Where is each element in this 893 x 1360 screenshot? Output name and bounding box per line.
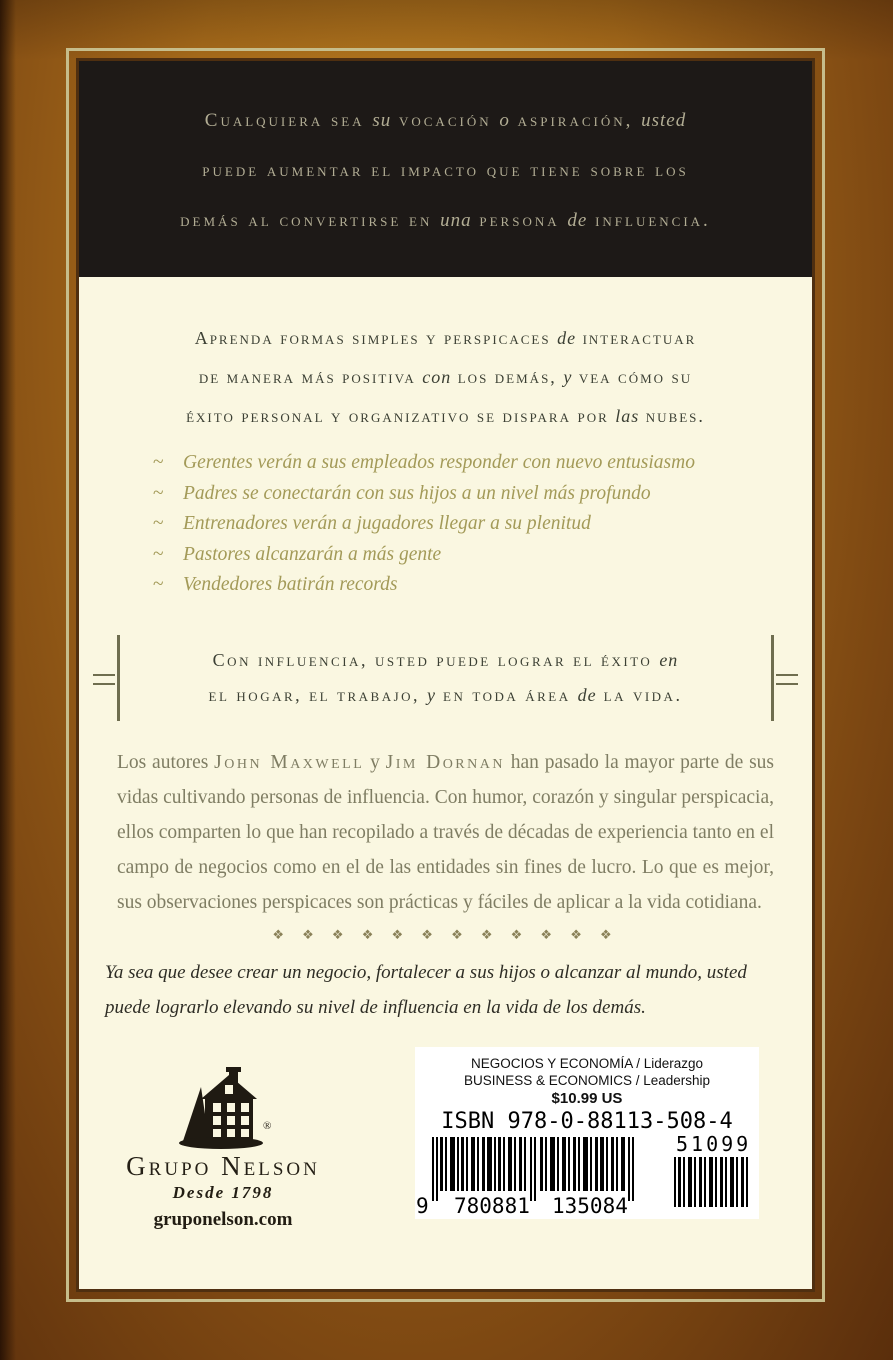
tagline-panel — [79, 61, 812, 277]
barcode-row — [415, 1135, 759, 1215]
ornament-divider: ❖ ❖ ❖ ❖ ❖ ❖ ❖ ❖ ❖ ❖ ❖ ❖ — [272, 927, 619, 943]
benefit-text: Gerentes verán a sus empleados responder con nuevo entusiasmo — [183, 452, 695, 473]
cover-inner — [76, 58, 815, 1292]
quote-text — [120, 643, 771, 713]
tilde-marker: ~ — [153, 574, 164, 595]
benefit-list — [153, 448, 812, 601]
quote-line: el hogar, el trabajo, y en toda área de la vida. — [208, 684, 683, 705]
ean-digit-group1: 780881 — [454, 1193, 530, 1215]
publisher-tagline: Desde 1798 — [172, 1182, 274, 1202]
bottom-row — [79, 1047, 812, 1230]
intro-line: de manera más positiva con los demás, y vea cómo su — [198, 367, 693, 387]
list-item — [153, 570, 812, 601]
publisher-logo — [103, 1065, 343, 1231]
quote-line: Con influencia, usted puede lograr el éxito en — [212, 649, 679, 670]
supplement-number: 51099 — [676, 1134, 752, 1156]
ean-digit-group2: 135084 — [552, 1193, 628, 1215]
authors-paragraph: Los autores John Maxwell y Jim Dornan han pasado la mayor parte de sus vidas cultivando personas de influencia. Con humor, corazón y singular perspicacia, ellos comparten lo que han recopilado a través de décadas de experiencia tanto en el campo de negocios como en el de las entidades sin fines de lucro. Lo que es mejor, sus observaciones perspicaces son prácticas y fáciles de aplicar a la vida cotidiana. — [117, 751, 775, 913]
house-icon — [167, 1065, 279, 1149]
publisher-website: gruponelson.com — [153, 1208, 293, 1230]
tilde-marker: ~ — [153, 543, 164, 565]
tagline-line: Cualquiera sea su vocación o aspiración, usted — [204, 110, 687, 131]
supplement-barcode — [666, 1135, 758, 1215]
cover-frame — [66, 48, 825, 1302]
tilde-marker: ~ — [153, 513, 164, 534]
intro-line: Aprenda formas simples y perspicaces de interactuar — [194, 328, 697, 348]
pull-quote — [117, 635, 774, 721]
list-item — [153, 509, 812, 540]
intro-paragraph — [79, 319, 812, 436]
benefit-text: Vendedores batirán records — [183, 574, 398, 595]
closing-line: Ya sea que desee crear un negocio, fortalecer a sus hijos o alcanzar al mundo, usted — [105, 961, 747, 983]
isbn-number: ISBN 978-0-88113-508-4 — [441, 1108, 733, 1134]
registered-mark: ® — [263, 1119, 272, 1132]
intro-line: éxito personal y organizativo se dispara por las nubes. — [186, 406, 705, 426]
publisher-name: Grupo Nelson — [126, 1150, 320, 1181]
tilde-marker: ~ — [153, 452, 164, 473]
closing-paragraph — [105, 955, 786, 1025]
closing-line: puede lograrlo elevando su nivel de influencia en la vida de los demás. — [105, 996, 646, 1018]
tilde-marker: ~ — [153, 482, 164, 504]
price: $10.99 US — [551, 1089, 623, 1107]
category-line: BUSINESS & ECONOMICS / Leadership — [463, 1072, 711, 1088]
benefit-text: Padres se conectarán con sus hijos a un nivel más profundo — [183, 482, 651, 504]
ean-barcode — [416, 1135, 652, 1215]
ean-digit-left: 9 — [416, 1193, 429, 1215]
category-line: NEGOCIOS Y ECONOMÍA / Liderazgo — [470, 1055, 704, 1071]
quote-bracket-right — [771, 635, 774, 721]
list-item — [153, 479, 812, 510]
benefit-text: Entrenadores verán a jugadores llegar a su plenitud — [183, 513, 591, 534]
quote-bracket-left — [117, 635, 120, 721]
list-item — [153, 448, 812, 479]
benefit-text: Pastores alcanzarán a más gente — [183, 543, 442, 565]
list-item — [153, 540, 812, 571]
tagline-line: demás al convertirse en una persona de influencia. — [180, 210, 711, 231]
barcode-panel — [415, 1047, 759, 1219]
tagline-line: puede aumentar el impacto que tiene sobre los — [202, 160, 689, 181]
